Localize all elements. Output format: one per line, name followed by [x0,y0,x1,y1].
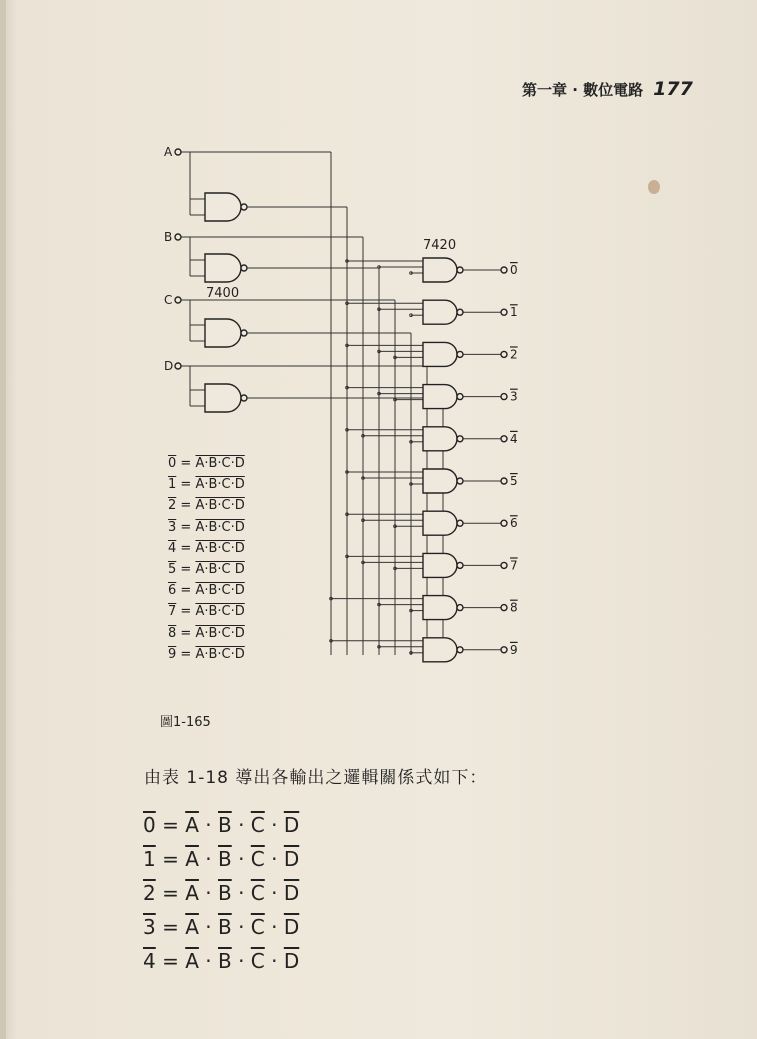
output-terminal-0 [501,267,507,273]
and-dot: · [198,813,218,837]
large-equation [143,910,299,944]
equation-term: $\overline{A}$ [185,813,199,837]
equation-term: $\overline{C}$ [250,847,265,871]
small-equation [168,580,245,601]
equation-term: $\overline{B}$ [217,915,232,939]
equation-output: 1 [168,477,177,493]
equation-output: 7 [168,604,177,620]
and-dot: · [264,915,284,939]
output-gate-3 [423,385,457,409]
output-label-4: 4 [510,431,518,446]
inverter-gate-b [205,254,241,282]
equals-sign: = [176,540,196,556]
input-terminal-a [175,149,181,155]
equation-term: $\overline{D}$ [283,881,300,905]
and-dot: · [231,915,251,939]
output-label-3: 3 [510,389,518,404]
small-equation [168,517,245,538]
output-gate-9 [423,638,457,662]
equals-sign: = [155,813,186,837]
output-terminal-1 [501,309,507,315]
inverter-gate-c [205,319,241,347]
equals-sign: = [176,646,196,662]
small-equation [168,601,245,622]
equation-product: A·B·C·D [195,456,245,471]
output-terminal-6 [501,520,507,526]
equation-product: A·B·C·D [195,583,245,599]
output-gate-3-bubble [457,394,463,400]
output-label-9: 9 [510,642,518,657]
equation-output: 4 [168,540,177,556]
output-terminal-3 [501,394,507,400]
and-dot: · [198,915,218,939]
output-gate-8 [423,596,457,620]
inverter-gate-c-bubble [241,330,247,336]
equation-product: A·B·C·D [195,646,245,662]
output-terminal-5 [501,478,507,484]
small-equation [168,495,245,516]
input-terminal-b [175,234,181,240]
equation-term: $\overline{D}$ [283,813,300,837]
equation-output: 6 [168,583,177,599]
and-dot: · [264,847,284,871]
inverter-gate-b-bubble [241,265,247,271]
large-equation [143,944,299,978]
output-label-5: 5 [510,474,518,488]
equals-sign: = [176,456,196,471]
output-gate-2 [423,342,457,366]
and-dot: · [264,813,284,837]
input-label-b: B [164,230,173,244]
output-gate-0 [423,258,457,282]
equation-term: $\overline{D}$ [283,915,300,939]
equation-term: $\overline{B}$ [217,881,232,905]
equation-output: 3 [143,915,156,939]
equation-term: $\overline{A}$ [185,881,199,905]
equals-sign: = [176,498,196,514]
equation-term: $\overline{C}$ [250,881,265,905]
equation-term: $\overline{B}$ [217,949,232,973]
small-equation [168,538,245,559]
equation-term: $\overline{A}$ [185,915,199,939]
large-equation [143,808,299,842]
equation-output: 5 [168,561,177,577]
output-label-0: 0 [510,263,518,277]
equation-product: A·B·C·D [195,519,245,535]
input-terminal-d [175,363,181,369]
output-gate-7-bubble [457,562,463,568]
chapter-title: 第一章 · 數位電路 [522,81,644,99]
equation-term: $\overline{B}$ [217,813,232,837]
and-dot: · [231,847,251,871]
output-terminal-2 [501,351,507,357]
output-gate-2-bubble [457,351,463,357]
equals-sign: = [176,625,196,641]
equation-output: 4 [143,949,156,973]
large-equation [143,876,299,910]
input-label-c: C [164,293,173,307]
large-equation [143,842,299,876]
output-label-2: 2 [510,347,518,362]
equation-term: $\overline{D}$ [283,949,300,973]
small-equation [168,644,245,665]
output-label-6: 6 [510,516,518,531]
inverter-gate-a [205,193,241,221]
equals-sign: = [176,561,196,577]
input-terminal-c [175,297,181,303]
equation-output: 0 [168,456,177,471]
output-label-7: 7 [510,558,518,573]
chip-label-7420: 7420 [423,238,457,253]
equation-term: $\overline{C}$ [250,949,265,973]
equation-output: 2 [143,881,156,905]
and-dot: · [231,949,251,973]
page-number: 177 [653,78,693,100]
output-gate-1-bubble [457,309,463,315]
equation-output: 3 [168,519,177,535]
equation-product: A·B·C·D [195,625,245,641]
large-equation-list [143,808,299,978]
output-gate-9-bubble [457,647,463,653]
figure-caption: 圖1-165 [160,715,211,730]
equation-output: 9 [168,646,177,662]
small-equation [168,559,245,580]
and-dot: · [198,881,218,905]
equals-sign: = [176,519,196,535]
and-dot: · [198,847,218,871]
equation-output: 1 [143,847,156,871]
output-gate-0-bubble [457,267,463,273]
equation-term: $\overline{D}$ [283,847,300,871]
and-dot: · [231,881,251,905]
output-gate-6-bubble [457,520,463,526]
equation-product: A·B·C D [195,561,245,577]
inverter-gate-a-bubble [241,204,247,210]
equation-product: A·B·C·D [195,540,245,556]
inverter-gate-d-bubble [241,395,247,401]
equals-sign: = [176,583,196,599]
output-terminal-4 [501,436,507,442]
equation-term: $\overline{A}$ [185,847,199,871]
output-label-1: 1 [510,305,518,320]
output-gate-4 [423,427,457,451]
equation-product: A·B·C·D [195,604,245,620]
equals-sign: = [176,604,196,620]
output-gate-5 [423,469,457,493]
small-equation-list [168,453,245,665]
inverter-gate-d [205,384,241,412]
body-paragraph: 由表 1-18 導出各輸出之邏輯關係式如下： [144,768,488,788]
equation-output: 0 [143,813,156,837]
equals-sign: = [155,881,186,905]
output-gate-6 [423,511,457,535]
and-dot: · [231,813,251,837]
output-terminal-9 [501,647,507,653]
output-gate-4-bubble [457,436,463,442]
small-equation [168,474,245,495]
equation-product: A·B·C·D [195,477,245,493]
output-gate-8-bubble [457,605,463,611]
output-gate-5-bubble [457,478,463,484]
small-equation [168,453,245,474]
equation-output: 8 [168,625,177,641]
small-equation [168,623,245,644]
equation-term: $\overline{C}$ [250,915,265,939]
equation-output: 2 [168,498,177,514]
equals-sign: = [155,915,186,939]
equation-term: $\overline{B}$ [217,847,232,871]
equals-sign: = [155,949,186,973]
output-terminal-8 [501,605,507,611]
equals-sign: = [176,477,196,493]
equation-product: A·B·C·D [195,498,245,514]
input-label-d: D [164,359,174,373]
and-dot: · [264,881,284,905]
equation-term: $\overline{C}$ [250,813,265,837]
equation-term: $\overline{A}$ [185,949,199,973]
and-dot: · [264,949,284,973]
output-terminal-7 [501,562,507,568]
output-gate-1 [423,300,457,324]
output-gate-7 [423,553,457,577]
chip-label-7400: 7400 [206,286,240,301]
and-dot: · [198,949,218,973]
equals-sign: = [155,847,186,871]
input-label-a: A [164,145,173,159]
output-label-8: 8 [510,600,518,615]
